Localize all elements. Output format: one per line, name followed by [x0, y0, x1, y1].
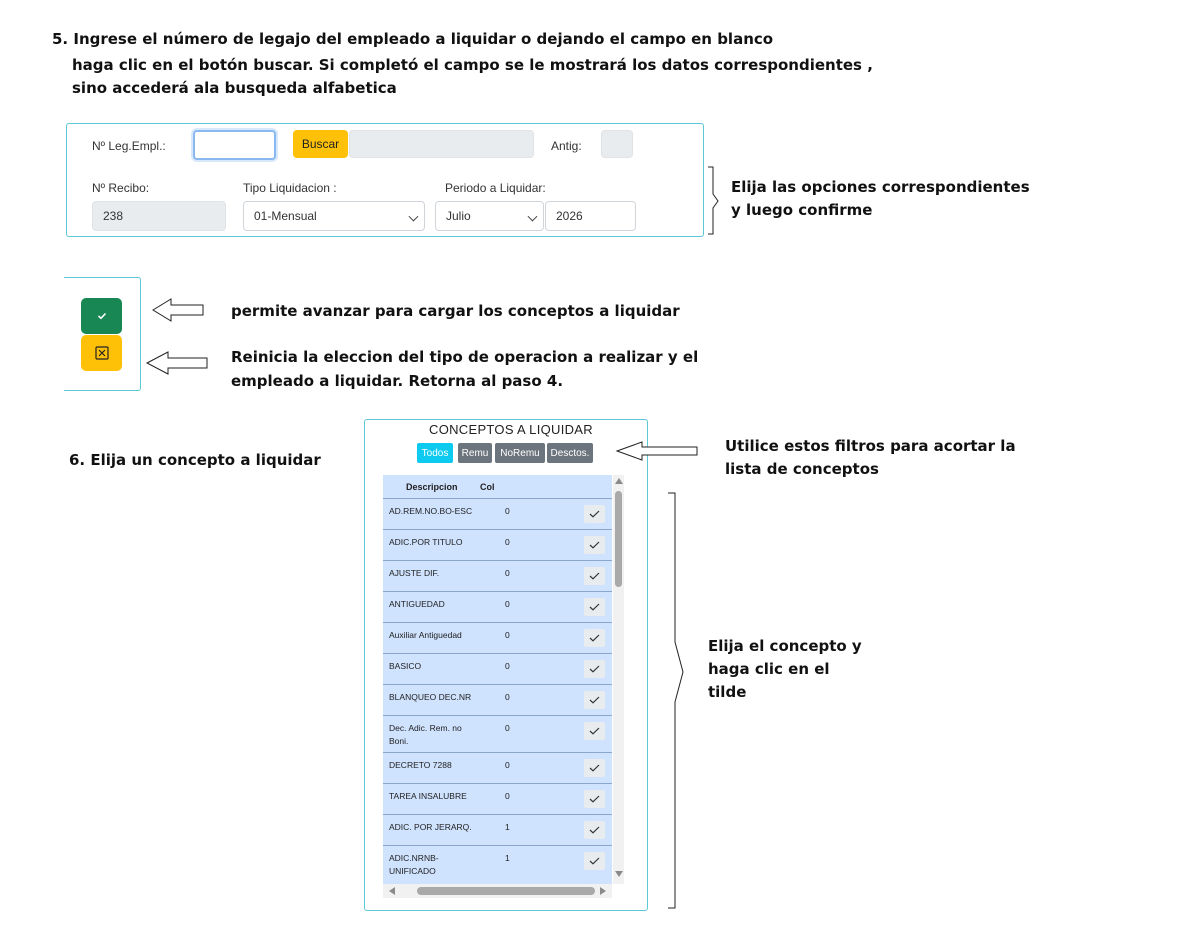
concepto-descripcion: ADIC.POR TITULO	[389, 537, 463, 547]
note-filtros-line1: Utilice estos filtros para acortar la	[725, 437, 1016, 455]
list-item	[383, 783, 612, 815]
check-icon	[589, 634, 600, 642]
vertical-scrollbar[interactable]	[613, 475, 624, 884]
mes-select[interactable]	[435, 201, 544, 231]
concepto-descripcion: TAREA INSALUBRE	[389, 791, 467, 801]
check-icon	[589, 764, 600, 772]
concepto-descripcion: ADIC. POR JERARQ.	[389, 822, 472, 832]
legajo-input[interactable]	[193, 130, 276, 160]
arrow-left-icon	[152, 298, 204, 322]
scroll-left-icon[interactable]	[389, 887, 395, 895]
cancel-note-line2: empleado a liquidar. Retorna al paso 4.	[231, 372, 564, 390]
list-item	[383, 498, 612, 530]
concepto-col: 0	[505, 760, 510, 770]
arrow-left-icon	[616, 441, 698, 461]
concepto-col: 0	[505, 661, 510, 671]
list-item	[383, 560, 612, 592]
list-item	[383, 715, 612, 753]
check-icon	[589, 696, 600, 704]
select-concepto-button[interactable]	[584, 790, 605, 808]
list-item	[383, 752, 612, 784]
mes-value: Julio	[446, 209, 471, 223]
check-icon	[589, 727, 600, 735]
scroll-right-icon[interactable]	[600, 887, 606, 895]
check-icon	[589, 826, 600, 834]
select-concepto-button[interactable]	[584, 505, 605, 523]
check-icon	[589, 510, 600, 518]
check-icon	[589, 795, 600, 803]
recibo-label: Nº Recibo:	[92, 181, 150, 195]
horizontal-scrollbar[interactable]	[383, 884, 612, 898]
concepto-descripcion: AD.REM.NO.BO-ESC	[389, 506, 473, 516]
concepto-descripcion: BLANQUEO DEC.NR	[389, 692, 472, 702]
step5-line1: 5. Ingrese el número de legajo del empleado a liquidar o dejando el campo en blanco	[52, 30, 774, 48]
concepto-col: 0	[505, 723, 510, 733]
conceptos-title: CONCEPTOS A LIQUIDAR	[429, 422, 593, 437]
filter-button-noremu[interactable]: NoRemu	[495, 443, 545, 463]
check-icon	[589, 665, 600, 673]
select-concepto-button[interactable]	[584, 852, 605, 870]
conceptos-panel	[364, 419, 648, 911]
concepto-descripcion: ADIC.NRNB-UNIFICADO	[389, 853, 439, 876]
filter-button-desctos[interactable]: Desctos.	[547, 443, 593, 463]
concepto-col: 1	[505, 853, 510, 863]
list-item	[383, 845, 612, 883]
note-concepto-line2: haga clic en el	[708, 660, 830, 678]
periodo-label: Periodo a Liquidar:	[445, 181, 546, 195]
concepto-descripcion: Dec. Adic. Rem. no Boni.	[389, 723, 462, 746]
select-concepto-button[interactable]	[584, 821, 605, 839]
select-concepto-button[interactable]	[584, 691, 605, 709]
note-opciones-line1: Elija las opciones correspondientes	[731, 178, 1030, 196]
concepto-descripcion: AJUSTE DIF.	[389, 568, 440, 578]
chevron-down-icon	[409, 212, 419, 222]
list-item	[383, 684, 612, 716]
confirm-note: permite avanzar para cargar los conceptos a liquidar	[231, 302, 680, 320]
select-concepto-button[interactable]	[584, 759, 605, 777]
note-concepto-line1: Elija el concepto y	[708, 637, 862, 655]
check-icon	[589, 541, 600, 549]
concepto-col: 0	[505, 568, 510, 578]
select-concepto-button[interactable]	[584, 567, 605, 585]
header-col: Col	[480, 482, 495, 492]
select-concepto-button[interactable]	[584, 660, 605, 678]
list-item	[383, 622, 612, 654]
concepto-col: 1	[505, 822, 510, 832]
list-item	[383, 591, 612, 623]
list-item	[383, 814, 612, 846]
note-opciones-line2: y luego confirme	[731, 201, 873, 219]
anio-input[interactable]: 2026	[545, 201, 636, 231]
cancel-button[interactable]	[81, 335, 122, 371]
antig-field	[601, 130, 633, 158]
step5-line3: sino accederá ala busqueda alfabetica	[72, 79, 397, 97]
chevron-down-icon	[528, 212, 538, 222]
note-filtros-line2: lista de conceptos	[725, 460, 879, 478]
buscar-button[interactable]: Buscar	[293, 130, 348, 158]
actions-panel	[64, 277, 141, 391]
select-concepto-button[interactable]	[584, 722, 605, 740]
select-concepto-button[interactable]	[584, 536, 605, 554]
check-icon	[589, 572, 600, 580]
tipo-liquidacion-select[interactable]	[243, 201, 425, 231]
concepto-descripcion: ANTIGUEDAD	[389, 599, 445, 609]
tipo-liquidacion-label: Tipo Liquidacion :	[243, 181, 337, 195]
concepto-col: 0	[505, 506, 510, 516]
header-descripcion: Descripcion	[406, 482, 458, 492]
concepto-col: 0	[505, 692, 510, 702]
concepto-descripcion: BASICO	[389, 661, 422, 671]
bracket-concept-list	[666, 492, 686, 910]
select-concepto-button[interactable]	[584, 629, 605, 647]
concepto-col: 0	[505, 630, 510, 640]
employee-name-field	[349, 130, 534, 158]
concepto-descripcion: DECRETO 7288	[389, 760, 452, 770]
concepto-col: 0	[505, 599, 510, 609]
antig-label: Antig:	[551, 139, 582, 153]
check-icon	[97, 312, 107, 320]
confirm-button[interactable]	[81, 298, 122, 334]
note-concepto-line3: tilde	[708, 683, 747, 701]
list-item	[383, 529, 612, 561]
select-concepto-button[interactable]	[584, 598, 605, 616]
x-square-icon	[95, 346, 109, 360]
concepto-col: 0	[505, 537, 510, 547]
bracket-form-options	[706, 166, 720, 236]
vertical-scroll-thumb[interactable]	[615, 491, 622, 587]
step5-line2: haga clic en el botón buscar. Si completó el campo se le mostrará los datos correspondientes ,	[72, 56, 873, 74]
scroll-up-icon[interactable]	[615, 478, 623, 484]
recibo-field: 238	[92, 201, 226, 231]
arrow-left-icon	[146, 351, 208, 375]
step6-label: 6. Elija un concepto a liquidar	[69, 451, 321, 469]
horizontal-scroll-thumb[interactable]	[417, 887, 595, 895]
concepto-col: 0	[505, 791, 510, 801]
conceptos-list[interactable]	[383, 475, 612, 884]
tipo-liquidacion-value: 01-Mensual	[254, 209, 317, 223]
scroll-down-icon[interactable]	[615, 871, 623, 877]
legajo-label: Nº Leg.Empl.:	[92, 139, 166, 153]
filter-button-remu[interactable]: Remu	[458, 443, 492, 463]
list-item	[383, 653, 612, 685]
cancel-note-line1: Reinicia la eleccion del tipo de operacion a realizar y el	[231, 348, 699, 366]
employee-form-panel	[66, 123, 704, 237]
check-icon	[589, 857, 600, 865]
filter-button-todos[interactable]: Todos	[417, 443, 453, 463]
concepto-descripcion: Auxiliar Antiguedad	[389, 630, 462, 640]
check-icon	[589, 603, 600, 611]
